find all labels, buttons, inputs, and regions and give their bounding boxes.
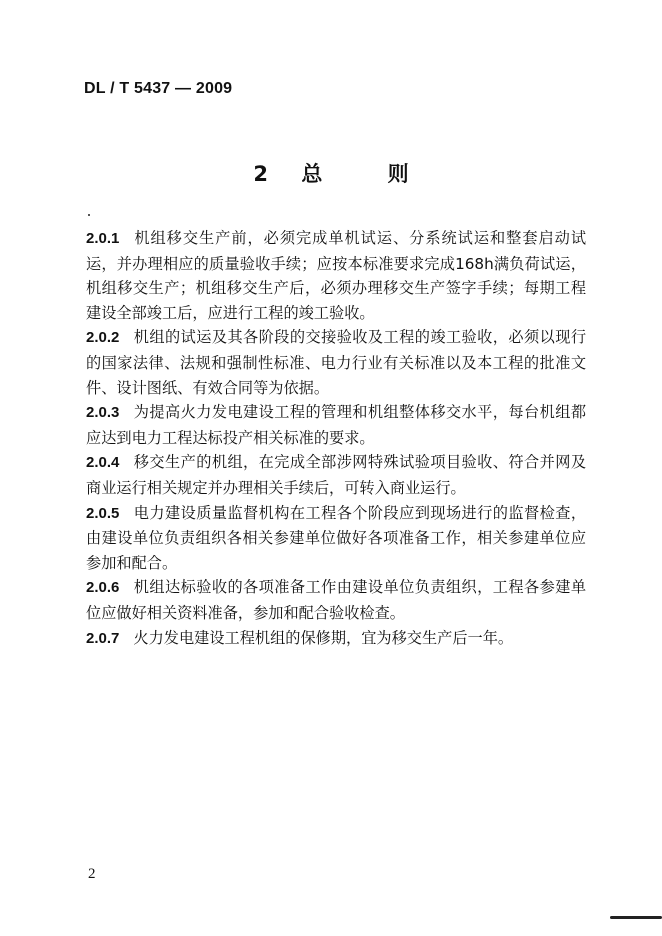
clause-number: 2.0.2 xyxy=(86,329,120,347)
clause-text: 机组达标验收的各项准备工作由建设单位负责组织，工程各参建单位应做好相关资料准备，参加和配合验收检查。 xyxy=(86,578,586,622)
page-number: 2 xyxy=(88,866,96,882)
clause-number: 2.0.3 xyxy=(86,404,120,422)
clause-text: 机组移交生产前，必须完成单机试运、分系统试运和整套启动试运，并办理相应的质量验收手续；应按本标准要求完成168h满负荷试运，机组移交生产；机组移交生产后，必须办理移交生产签字手续；每期工程建设全部竣工后，应进行工程的竣工验收。 xyxy=(86,229,586,322)
clause-number: 2.0.4 xyxy=(86,454,120,472)
clause-2-0-2 xyxy=(86,325,586,400)
clause-2-0-7 xyxy=(86,626,586,652)
clause-list xyxy=(86,226,586,651)
scan-edge-mark xyxy=(610,916,662,919)
clause-2-0-4 xyxy=(86,450,586,500)
clause-text: 电力建设质量监督机构在工程各个阶段应到现场进行的监督检查，由建设单位负责组织各相关参建单位做好各项准备工作，相关参建单位应参加和配合。 xyxy=(86,503,586,572)
clause-number: 2.0.6 xyxy=(86,579,120,597)
clause-number: 2.0.5 xyxy=(86,504,120,522)
chapter-number: 2 xyxy=(253,162,268,186)
clause-2-0-3 xyxy=(86,400,586,450)
clause-text: 火力发电建设工程机组的保修期，宜为移交生产后一年。 xyxy=(133,628,514,647)
chapter-title-char-2: 则 xyxy=(387,162,409,186)
chapter-title-char-1: 总 xyxy=(301,162,323,186)
clause-text: 为提高火力发电建设工程的管理和机组整体移交水平，每台机组都应达到电力工程达标投产相关标准的要求。 xyxy=(86,403,586,447)
standard-code: DL / T 5437 — 2009 xyxy=(84,80,233,97)
clause-2-0-1 xyxy=(86,226,586,325)
clause-number: 2.0.7 xyxy=(86,629,120,647)
clause-text: 移交生产的机组，在完成全部涉网特殊试验项目验收、符合并网及商业运行相关规定并办理相关手续后，可转入商业运行。 xyxy=(86,453,586,497)
clause-2-0-5 xyxy=(86,501,586,576)
clause-2-0-6 xyxy=(86,575,586,625)
clause-text: 机组的试运及其各阶段的交接验收及工程的竣工验收，必须以现行的国家法律、法规和强制性标准、电力行业有关标准以及本工程的批准文件、设计图纸、有效合同等为依据。 xyxy=(86,328,586,397)
scan-speck xyxy=(88,214,90,216)
clause-number: 2.0.1 xyxy=(86,230,120,247)
chapter-title xyxy=(0,158,662,188)
